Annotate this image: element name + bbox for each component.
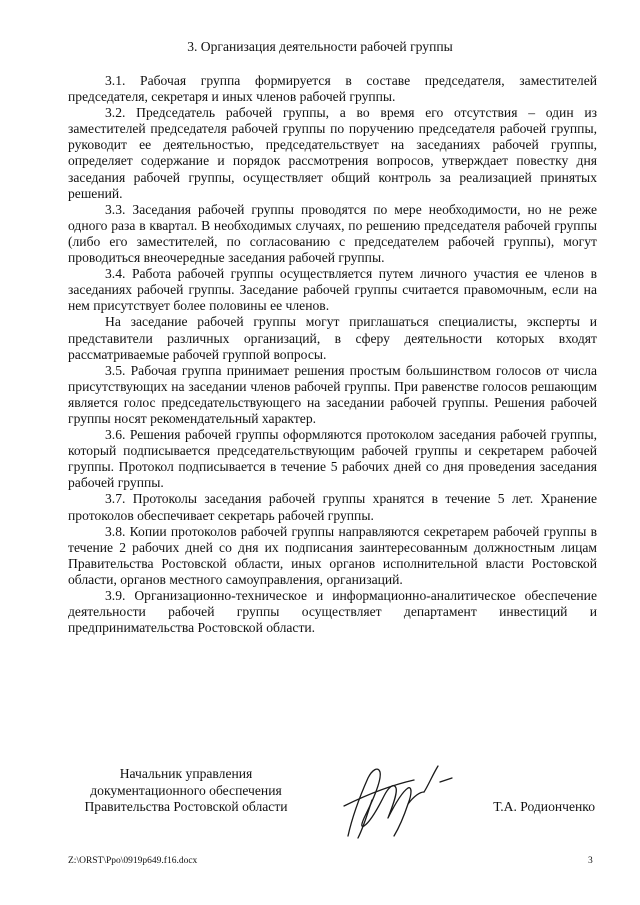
- paragraph-3-4: 3.4. Работа рабочей группы осуществляется путем личного участия ее членов в заседаниях рабочей группы. Заседание рабочей группы считается правомочным, если на нем присутствует более половины ее членов.: [68, 266, 597, 314]
- signatory-title-line: документационного обеспечения: [90, 782, 282, 798]
- paragraph-3-6: 3.6. Решения рабочей группы оформляются протоколом заседания рабочей группы, который подписывается председательствующим рабочей группы и секретарем рабочей группы. Протокол подписывается в течение 5 рабочих дней со дня проведения заседания рабочей группы.: [68, 427, 597, 491]
- paragraph-3-2: 3.2. Председатель рабочей группы, а во время его отсутствия – один из заместителей председателя рабочей группы по поручению председателя рабочей группы, руководит ее деятельностью, председательствует на заседаниях рабочей группы, определяет содержание и порядок рассмотрения вопросов, утверждает повестку дня заседания рабочей группы, осуществляет общий контроль за реализацией принятых решений.: [68, 105, 597, 201]
- paragraph-3-4-continued: На заседание рабочей группы могут приглашаться специалисты, эксперты и представители различных организаций, в сферу деятельности которых входят рассматриваемые рабочей группой вопросы.: [68, 314, 597, 362]
- document-body: [68, 73, 597, 636]
- signatory-name: Т.А. Родионченко: [493, 799, 595, 814]
- section-heading: 3. Организация деятельности рабочей группы: [187, 39, 453, 54]
- paragraph-3-5: 3.5. Рабочая группа принимает решения простым большинством голосов от числа присутствующих на заседании членов рабочей группы. При равенстве голосов решающим является голос председательствующего на заседании рабочей группы. Решения рабочей группы носят рекомендательный характер.: [68, 362, 597, 426]
- signature-block: [0, 766, 640, 836]
- paragraph-3-1: 3.1. Рабочая группа формируется в составе председателя, заместителей председателя, секретаря и иных членов рабочей группы.: [68, 73, 597, 105]
- signatory-title: [66, 766, 306, 816]
- handwritten-signature: [338, 756, 456, 842]
- page-number: 3: [588, 856, 593, 866]
- signatory-title-line: Правительства Ростовской области: [84, 799, 288, 814]
- paragraph-3-7: 3.7. Протоколы заседания рабочей группы хранятся в течение 5 лет. Хранение протоколов обеспечивает секретарь рабочей группы.: [68, 491, 597, 523]
- paragraph-3-3: 3.3. Заседания рабочей группы проводятся по мере необходимости, но не реже одного раза в квартал. В необходимых случаях, по решению председателя рабочей группы (либо его заместителей, по согласованию с председателем рабочей группы), могут проводиться внеочередные заседания рабочей группы.: [68, 201, 597, 266]
- footer-file-path: Z:\ORST\Ppo\0919p649.f16.docx: [68, 856, 198, 866]
- paragraph-3-8: 3.8. Копии протоколов рабочей группы направляются секретарем рабочей группы в течение 2 рабочих дней со дня их подписания заинтересованным должностным лицам Правительства Ростовской области, иных органов исполнительной власти Ростовской области, органов местного самоуправления, организаций.: [68, 523, 597, 587]
- signatory-title-line: Начальник управления: [119, 766, 253, 781]
- paragraph-3-9: 3.9. Организационно-техническое и информационно-аналитическое обеспечение деятельности рабочей группы осуществляет департамент инвестиций и предпринимательства Ростовской области.: [68, 588, 597, 636]
